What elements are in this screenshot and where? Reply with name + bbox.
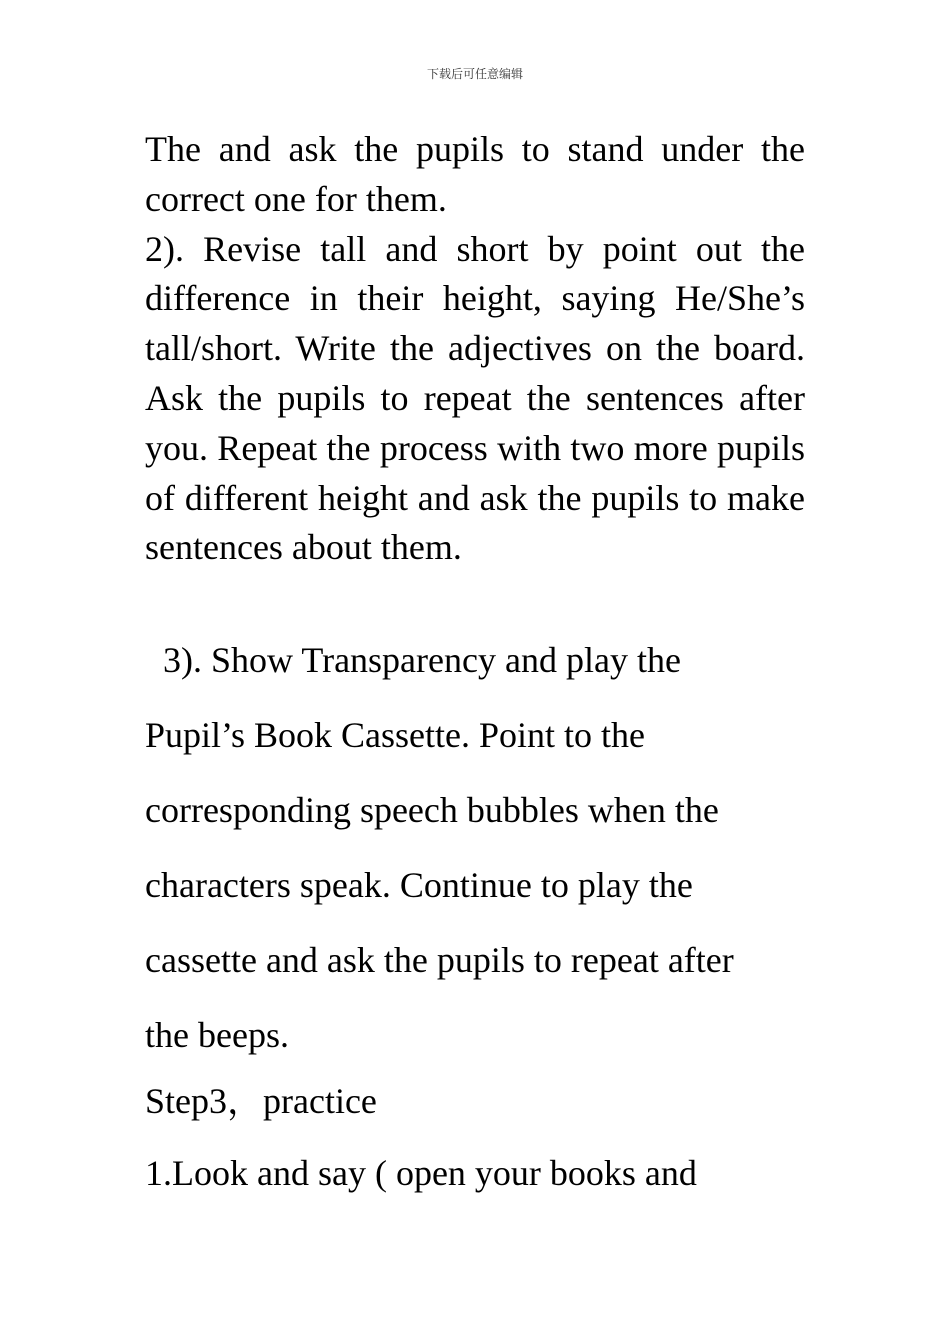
paragraph-1: The and ask the pupils to stand under the correct one for them. xyxy=(145,129,805,219)
practice-heading: Step3，practice xyxy=(145,1081,377,1121)
step3-line-5: cassette and ask the pupils to repeat after xyxy=(145,940,734,980)
step3-line-2: Pupil’s Book Cassette. Point to the xyxy=(145,715,646,755)
step3-line-6: the beeps. xyxy=(145,1015,289,1055)
practice-item-1: 1.Look and say ( open your books and xyxy=(145,1153,697,1193)
practice-block xyxy=(145,1065,805,1209)
step3-block xyxy=(145,623,805,1073)
paragraph-2: 2). Revise tall and short by point out the difference in their height, saying He/She’s tall/short. Write the adjectives on the board. Ask the pupils to repeat the sentences after you. Repeat the process with two more pupils of different height and ask the pupils to make sentences about them. xyxy=(145,228,805,568)
step3-line-3: corresponding speech bubbles when the xyxy=(145,790,719,830)
justified-block xyxy=(145,125,805,573)
page-header: 下载后可任意编辑 xyxy=(426,67,523,81)
step3-line-1: 3). Show Transparency and play the xyxy=(163,640,681,680)
step3-line-4: characters speak. Continue to play the xyxy=(145,865,693,905)
